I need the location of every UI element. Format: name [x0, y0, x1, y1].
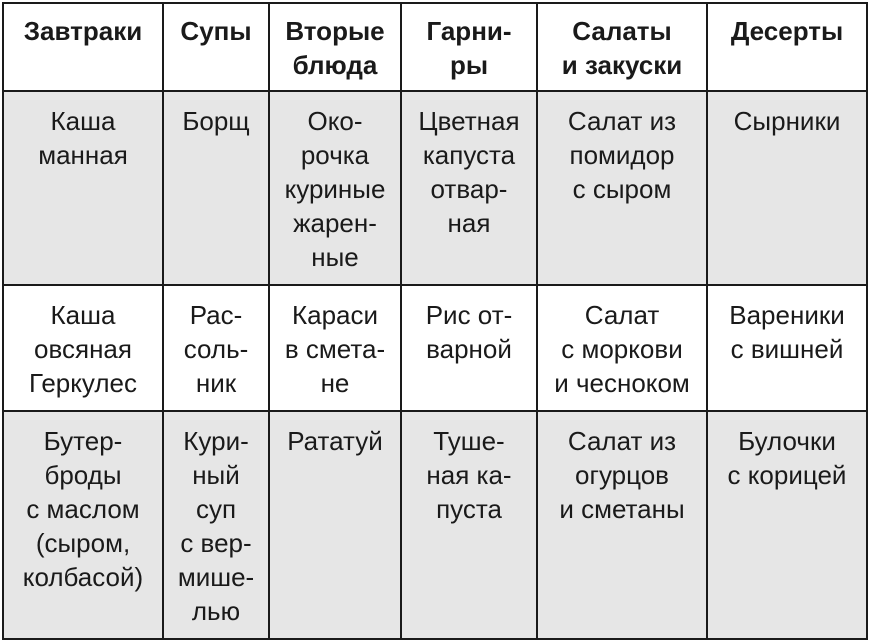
header-breakfasts: Завтраки	[3, 3, 163, 91]
table-row	[3, 285, 867, 411]
table-cell: Караси в смета- не	[269, 285, 401, 411]
table-cell: Каша манная	[3, 91, 163, 285]
table-cell: Каша овсяная Геркулес	[3, 285, 163, 411]
table-cell: Салат из помидор с сыром	[537, 91, 707, 285]
table-cell: Рас- соль- ник	[163, 285, 269, 411]
table-cell: Салат из огурцов и сметаны	[537, 411, 707, 639]
table-cell: Цветная капуста отвар- ная	[401, 91, 537, 285]
table-row	[3, 411, 867, 639]
table-cell: Вареники с вишней	[707, 285, 867, 411]
table-cell: Бутер- броды с маслом (сыром, колбасой)	[3, 411, 163, 639]
header-side-dishes: Гарни- ры	[401, 3, 537, 91]
table-row	[3, 91, 867, 285]
table-cell: Сырники	[707, 91, 867, 285]
header-desserts: Десерты	[707, 3, 867, 91]
header-row	[3, 3, 867, 91]
table-cell: Кури- ный суп с вер- мише- лью	[163, 411, 269, 639]
table-cell: Булочки с корицей	[707, 411, 867, 639]
table-cell: Туше- ная ка- пуста	[401, 411, 537, 639]
table-cell: Борщ	[163, 91, 269, 285]
header-soups: Супы	[163, 3, 269, 91]
header-main-courses: Вторые блюда	[269, 3, 401, 91]
table-body	[3, 91, 867, 639]
header-salads: Салаты и закуски	[537, 3, 707, 91]
table-cell: Око- рочка куриные жарен- ные	[269, 91, 401, 285]
table-cell: Салат с моркови и чесноком	[537, 285, 707, 411]
table-header	[3, 3, 867, 91]
menu-table	[2, 2, 868, 640]
table-cell: Рис от- варной	[401, 285, 537, 411]
table-cell: Рататуй	[269, 411, 401, 639]
